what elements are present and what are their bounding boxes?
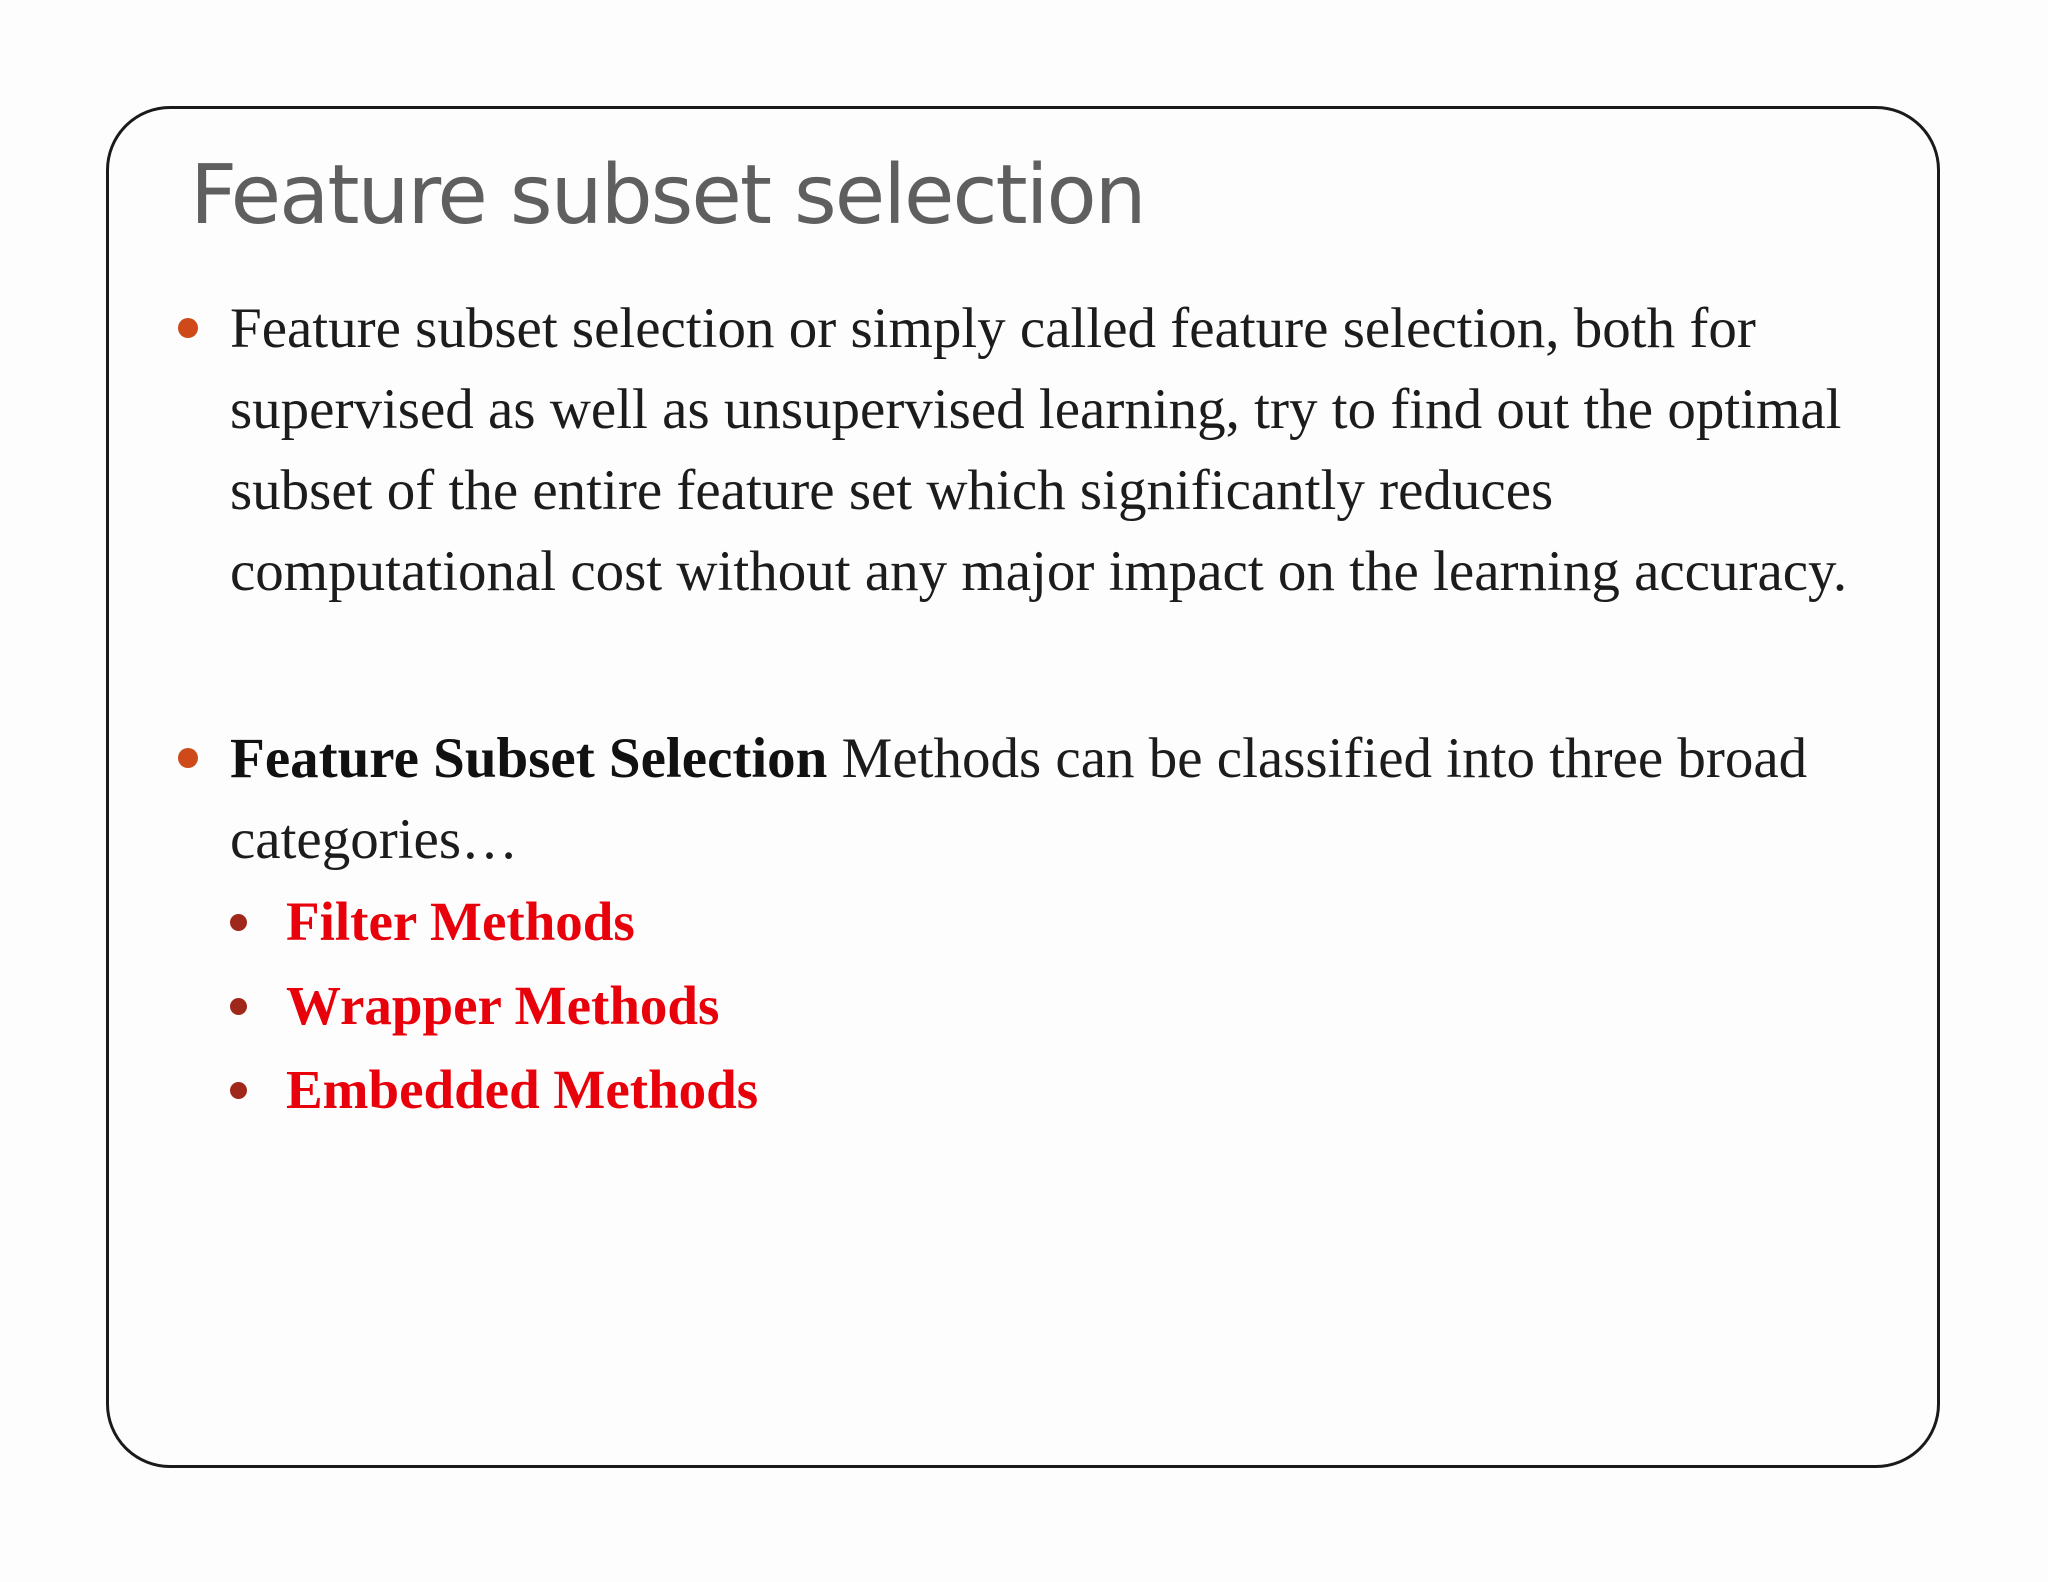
sublist-item-label: Embedded Methods [286, 1059, 759, 1120]
sublist-item [230, 880, 1868, 964]
bullet-strong-text: Feature Subset Selection [230, 727, 828, 790]
sub-bullet-dot-icon [230, 1082, 247, 1099]
sub-bullet-dot-icon [230, 998, 247, 1015]
bullet-text [230, 718, 1870, 880]
slide-title: Feature subset selection [190, 148, 1145, 243]
sublist-item [230, 1048, 1868, 1132]
bullet-text: Feature subset selection or simply called feature selection, both for supervised as well as unsupervised learning, try to find out the optimal subset of the entire feature set which significantly reduces computational cost without any major impact on the learning accuracy. [230, 297, 1848, 603]
slide-body [168, 288, 1868, 1132]
bullet-item [168, 288, 1868, 612]
bullet-item [168, 718, 1868, 880]
sub-bullet-dot-icon [230, 914, 247, 931]
bullet-rest-text: Methods can be classified into three broad categories… [230, 727, 1808, 871]
bullet-dot-icon [178, 748, 198, 768]
sublist-item [230, 964, 1868, 1048]
sublist-item-label: Wrapper Methods [286, 975, 720, 1036]
method-sublist [168, 880, 1868, 1132]
sublist-item-label: Filter Methods [286, 891, 635, 952]
bullet-dot-icon [178, 318, 198, 338]
